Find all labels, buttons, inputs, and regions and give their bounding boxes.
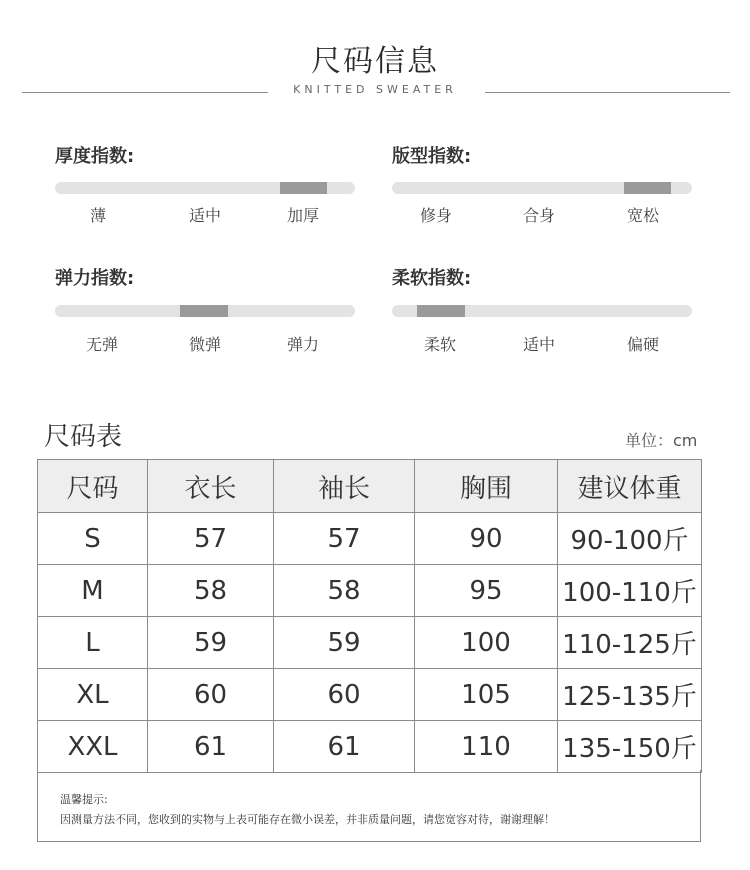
table-row xyxy=(38,513,702,565)
column-header-sleeve: 袖长 xyxy=(274,460,415,513)
softness-tick-2: 适中 xyxy=(522,335,555,354)
table-row xyxy=(38,617,702,669)
elasticity-tick-3: 弹力 xyxy=(286,335,319,354)
elasticity-index-marker xyxy=(180,305,228,317)
cell-weight: 125-135斤 xyxy=(558,669,702,721)
elasticity-index-label: 弹力指数: xyxy=(55,268,135,289)
cell-weight: 110-125斤 xyxy=(558,617,702,669)
cell-sleeve: 57 xyxy=(274,513,415,565)
softness-tick-3: 偏硬 xyxy=(626,335,659,354)
cell-weight: 90-100斤 xyxy=(558,513,702,565)
cell-weight: 100-110斤 xyxy=(558,565,702,617)
softness-tick-1: 柔软 xyxy=(423,335,456,354)
cell-length: 58 xyxy=(148,565,274,617)
cell-length: 59 xyxy=(148,617,274,669)
cell-weight: 135-150斤 xyxy=(558,721,702,773)
fit-tick-1: 修身 xyxy=(419,206,452,225)
elasticity-tick-2: 微弹 xyxy=(188,335,221,354)
cell-size: XL xyxy=(38,669,148,721)
table-row xyxy=(38,721,702,773)
cell-size: S xyxy=(38,513,148,565)
cell-sleeve: 60 xyxy=(274,669,415,721)
cell-length: 61 xyxy=(148,721,274,773)
softness-index-marker xyxy=(417,305,465,317)
cell-chest: 105 xyxy=(415,669,558,721)
table-header-row xyxy=(38,460,702,513)
table-row xyxy=(38,565,702,617)
thickness-tick-1: 薄 xyxy=(89,206,106,225)
softness-index-label: 柔软指数: xyxy=(392,268,472,289)
cell-size: L xyxy=(38,617,148,669)
fit-index-bar xyxy=(392,182,692,194)
thickness-index-marker xyxy=(280,182,327,194)
fit-tick-2: 合身 xyxy=(522,206,555,225)
fit-tick-3: 宽松 xyxy=(626,206,659,225)
thickness-index-bar xyxy=(55,182,355,194)
cell-size: XXL xyxy=(38,721,148,773)
page-subtitle: KNITTED SWEATER xyxy=(293,83,457,96)
cell-size: M xyxy=(38,565,148,617)
cell-length: 57 xyxy=(148,513,274,565)
thickness-index-label: 厚度指数: xyxy=(55,146,135,167)
size-table-title: 尺码表 xyxy=(44,422,123,452)
softness-index-bar xyxy=(392,305,692,317)
column-header-size: 尺码 xyxy=(38,460,148,513)
cell-chest: 110 xyxy=(415,721,558,773)
fit-index-marker xyxy=(624,182,671,194)
column-header-chest: 胸围 xyxy=(415,460,558,513)
column-header-weight: 建议体重 xyxy=(558,460,702,513)
cell-length: 60 xyxy=(148,669,274,721)
table-row xyxy=(38,669,702,721)
cell-chest: 90 xyxy=(415,513,558,565)
size-table xyxy=(37,459,702,773)
size-table-unit: 单位：cm xyxy=(625,431,698,450)
cell-chest: 95 xyxy=(415,565,558,617)
cell-sleeve: 61 xyxy=(274,721,415,773)
thickness-tick-3: 加厚 xyxy=(286,206,319,225)
page-title: 尺码信息 xyxy=(311,44,439,79)
cell-chest: 100 xyxy=(415,617,558,669)
note-title: 温馨提示: xyxy=(60,793,108,806)
note-box xyxy=(37,770,701,842)
cell-sleeve: 58 xyxy=(274,565,415,617)
elasticity-index-bar xyxy=(55,305,355,317)
thickness-tick-2: 适中 xyxy=(188,206,221,225)
fit-index-label: 版型指数: xyxy=(392,146,472,167)
note-text: 因测量方法不同，您收到的实物与上表可能存在微小误差，并非质量问题，请您宽容对待，谢谢理解！ xyxy=(60,813,555,826)
cell-sleeve: 59 xyxy=(274,617,415,669)
column-header-length: 衣长 xyxy=(148,460,274,513)
elasticity-tick-1: 无弹 xyxy=(85,335,118,354)
